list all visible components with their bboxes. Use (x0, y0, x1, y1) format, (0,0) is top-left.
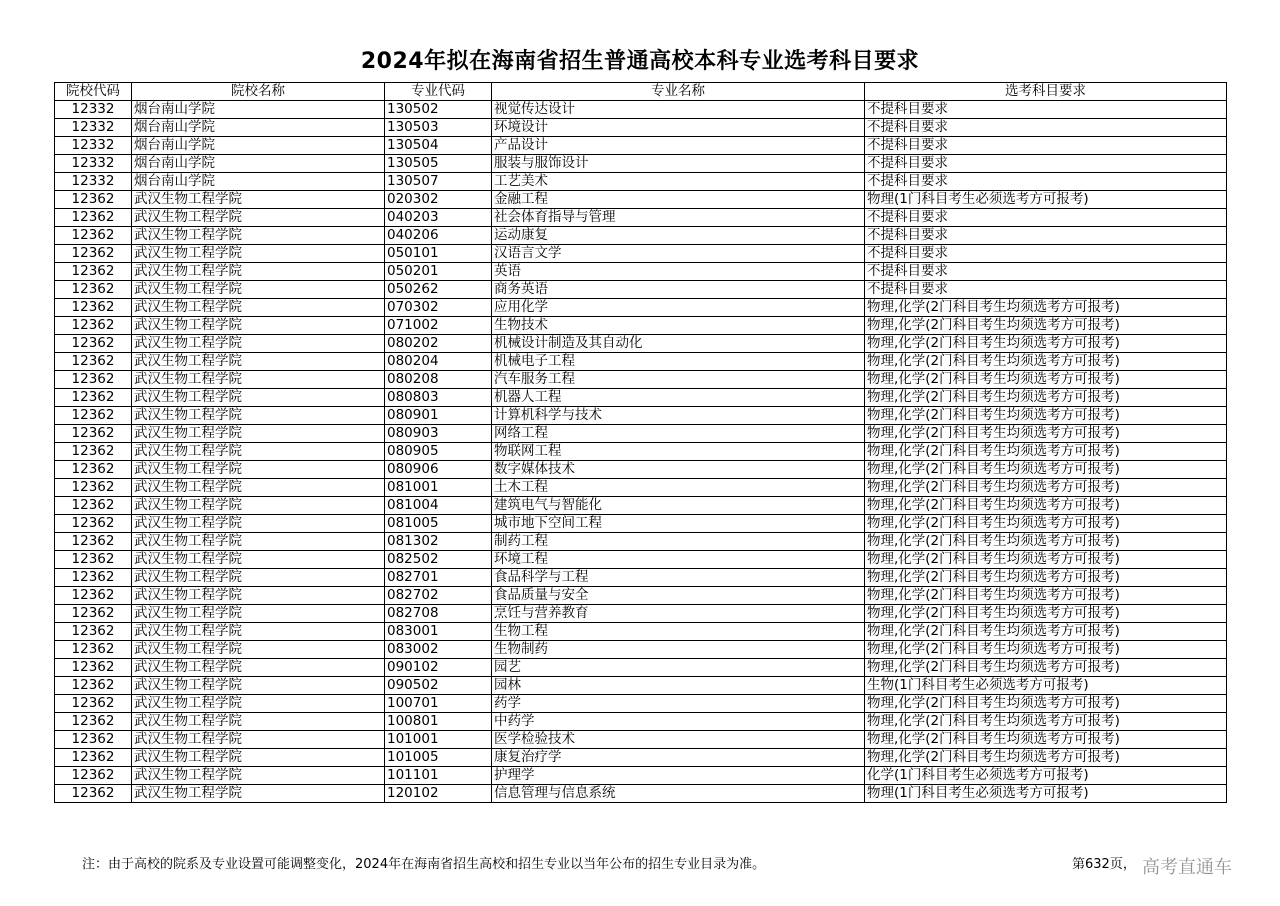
major-code-cell: 130502 (385, 101, 492, 119)
subject-requirement-cell: 物理,化学(2门科目考生均须选考方可报考) (865, 353, 1227, 371)
header-school-code: 院校代码 (55, 83, 132, 101)
school-name-cell: 武汉生物工程学院 (132, 263, 385, 281)
school-code-cell: 12362 (55, 281, 132, 299)
school-code-cell: 12362 (55, 677, 132, 695)
school-code-cell: 12362 (55, 515, 132, 533)
school-code-cell: 12362 (55, 299, 132, 317)
major-code-cell: 080905 (385, 443, 492, 461)
subject-requirement-cell: 物理,化学(2门科目考生均须选考方可报考) (865, 515, 1227, 533)
major-name-cell: 土木工程 (492, 479, 865, 497)
major-code-cell: 071002 (385, 317, 492, 335)
header-major-code: 专业代码 (385, 83, 492, 101)
table-row (55, 317, 1227, 335)
table-row (55, 497, 1227, 515)
subject-requirement-cell: 物理(1门科目考生必须选考方可报考) (865, 785, 1227, 803)
table-row (55, 245, 1227, 263)
school-code-cell: 12362 (55, 227, 132, 245)
school-name-cell: 武汉生物工程学院 (132, 227, 385, 245)
school-code-cell: 12362 (55, 335, 132, 353)
table-row (55, 785, 1227, 803)
table-row (55, 371, 1227, 389)
school-name-cell: 武汉生物工程学院 (132, 497, 385, 515)
major-name-cell: 金融工程 (492, 191, 865, 209)
major-name-cell: 烹饪与营养教育 (492, 605, 865, 623)
school-code-cell: 12362 (55, 389, 132, 407)
school-name-cell: 武汉生物工程学院 (132, 677, 385, 695)
table-row (55, 695, 1227, 713)
major-name-cell: 机械设计制造及其自动化 (492, 335, 865, 353)
major-name-cell: 机械电子工程 (492, 353, 865, 371)
subject-requirement-cell: 物理,化学(2门科目考生均须选考方可报考) (865, 371, 1227, 389)
major-name-cell: 食品科学与工程 (492, 569, 865, 587)
major-name-cell: 产品设计 (492, 137, 865, 155)
major-code-cell: 080204 (385, 353, 492, 371)
major-code-cell: 083001 (385, 623, 492, 641)
major-code-cell: 020302 (385, 191, 492, 209)
school-name-cell: 武汉生物工程学院 (132, 407, 385, 425)
school-name-cell: 武汉生物工程学院 (132, 569, 385, 587)
table-row (55, 605, 1227, 623)
major-name-cell: 护理学 (492, 767, 865, 785)
subject-requirement-cell: 不提科目要求 (865, 281, 1227, 299)
major-name-cell: 医学检验技术 (492, 731, 865, 749)
table-row (55, 623, 1227, 641)
subject-requirement-cell: 物理,化学(2门科目考生均须选考方可报考) (865, 443, 1227, 461)
table-row (55, 137, 1227, 155)
table-row (55, 119, 1227, 137)
subject-requirement-cell: 不提科目要求 (865, 227, 1227, 245)
school-name-cell: 烟台南山学院 (132, 119, 385, 137)
table-row (55, 731, 1227, 749)
major-code-cell: 130504 (385, 137, 492, 155)
subject-requirement-cell: 物理,化学(2门科目考生均须选考方可报考) (865, 461, 1227, 479)
table-row (55, 641, 1227, 659)
subject-requirement-cell: 物理,化学(2门科目考生均须选考方可报考) (865, 407, 1227, 425)
major-name-cell: 机器人工程 (492, 389, 865, 407)
table-row (55, 479, 1227, 497)
school-name-cell: 武汉生物工程学院 (132, 461, 385, 479)
table-row (55, 767, 1227, 785)
major-name-cell: 城市地下空间工程 (492, 515, 865, 533)
school-code-cell: 12362 (55, 587, 132, 605)
major-name-cell: 应用化学 (492, 299, 865, 317)
school-code-cell: 12362 (55, 245, 132, 263)
subject-requirement-cell: 不提科目要求 (865, 155, 1227, 173)
school-name-cell: 烟台南山学院 (132, 101, 385, 119)
requirements-table (54, 82, 1227, 803)
major-name-cell: 环境设计 (492, 119, 865, 137)
school-code-cell: 12362 (55, 659, 132, 677)
school-code-cell: 12362 (55, 731, 132, 749)
major-name-cell: 生物制药 (492, 641, 865, 659)
major-name-cell: 商务英语 (492, 281, 865, 299)
major-name-cell: 建筑电气与智能化 (492, 497, 865, 515)
school-name-cell: 武汉生物工程学院 (132, 533, 385, 551)
major-code-cell: 081001 (385, 479, 492, 497)
subject-requirement-cell: 物理,化学(2门科目考生均须选考方可报考) (865, 479, 1227, 497)
school-name-cell: 武汉生物工程学院 (132, 317, 385, 335)
school-name-cell: 烟台南山学院 (132, 173, 385, 191)
school-name-cell: 武汉生物工程学院 (132, 659, 385, 677)
table-row (55, 443, 1227, 461)
school-code-cell: 12362 (55, 263, 132, 281)
school-code-cell: 12362 (55, 713, 132, 731)
major-code-cell: 101005 (385, 749, 492, 767)
school-name-cell: 武汉生物工程学院 (132, 281, 385, 299)
major-code-cell: 050101 (385, 245, 492, 263)
table-row (55, 587, 1227, 605)
subject-requirement-cell: 物理,化学(2门科目考生均须选考方可报考) (865, 659, 1227, 677)
major-name-cell: 英语 (492, 263, 865, 281)
school-name-cell: 武汉生物工程学院 (132, 299, 385, 317)
major-code-cell: 100701 (385, 695, 492, 713)
table-row (55, 173, 1227, 191)
major-code-cell: 081302 (385, 533, 492, 551)
school-name-cell: 武汉生物工程学院 (132, 785, 385, 803)
major-code-cell: 070302 (385, 299, 492, 317)
major-code-cell: 081005 (385, 515, 492, 533)
major-code-cell: 080906 (385, 461, 492, 479)
footer-note: 注：由于高校的院系及专业设置可能调整变化，2024年在海南省招生高校和招生专业以当年公布的招生专业目录为准。 (82, 857, 766, 872)
major-name-cell: 康复治疗学 (492, 749, 865, 767)
page-title: 2024年拟在海南省招生普通高校本科专业选考科目要求 (360, 49, 920, 74)
major-name-cell: 工艺美术 (492, 173, 865, 191)
subject-requirement-cell: 生物(1门科目考生必须选考方可报考) (865, 677, 1227, 695)
table-row (55, 659, 1227, 677)
table-row (55, 713, 1227, 731)
subject-requirement-cell: 物理,化学(2门科目考生均须选考方可报考) (865, 641, 1227, 659)
subject-requirement-cell: 物理,化学(2门科目考生均须选考方可报考) (865, 389, 1227, 407)
major-code-cell: 100801 (385, 713, 492, 731)
subject-requirement-cell: 不提科目要求 (865, 101, 1227, 119)
school-name-cell: 武汉生物工程学院 (132, 209, 385, 227)
table-row (55, 353, 1227, 371)
major-name-cell: 园林 (492, 677, 865, 695)
school-name-cell: 武汉生物工程学院 (132, 767, 385, 785)
school-name-cell: 武汉生物工程学院 (132, 443, 385, 461)
school-name-cell: 武汉生物工程学院 (132, 605, 385, 623)
subject-requirement-cell: 物理,化学(2门科目考生均须选考方可报考) (865, 713, 1227, 731)
school-code-cell: 12362 (55, 641, 132, 659)
school-name-cell: 武汉生物工程学院 (132, 389, 385, 407)
major-name-cell: 生物工程 (492, 623, 865, 641)
table-row (55, 461, 1227, 479)
subject-requirement-cell: 物理,化学(2门科目考生均须选考方可报考) (865, 317, 1227, 335)
major-name-cell: 网络工程 (492, 425, 865, 443)
school-name-cell: 武汉生物工程学院 (132, 695, 385, 713)
major-code-cell: 080903 (385, 425, 492, 443)
subject-requirement-cell: 物理,化学(2门科目考生均须选考方可报考) (865, 299, 1227, 317)
major-code-cell: 040203 (385, 209, 492, 227)
school-code-cell: 12362 (55, 767, 132, 785)
school-name-cell: 烟台南山学院 (132, 155, 385, 173)
major-code-cell: 040206 (385, 227, 492, 245)
school-name-cell: 武汉生物工程学院 (132, 245, 385, 263)
major-name-cell: 药学 (492, 695, 865, 713)
subject-requirement-cell: 物理,化学(2门科目考生均须选考方可报考) (865, 731, 1227, 749)
school-name-cell: 武汉生物工程学院 (132, 335, 385, 353)
major-code-cell: 082502 (385, 551, 492, 569)
subject-requirement-cell: 物理,化学(2门科目考生均须选考方可报考) (865, 569, 1227, 587)
school-code-cell: 12332 (55, 137, 132, 155)
major-code-cell: 130505 (385, 155, 492, 173)
major-name-cell: 服装与服饰设计 (492, 155, 865, 173)
school-code-cell: 12332 (55, 173, 132, 191)
major-name-cell: 生物技术 (492, 317, 865, 335)
subject-requirement-cell: 不提科目要求 (865, 119, 1227, 137)
table-header-row (55, 83, 1227, 101)
school-code-cell: 12362 (55, 371, 132, 389)
major-name-cell: 社会体育指导与管理 (492, 209, 865, 227)
school-code-cell: 12332 (55, 155, 132, 173)
school-code-cell: 12362 (55, 569, 132, 587)
major-code-cell: 050201 (385, 263, 492, 281)
school-code-cell: 12362 (55, 785, 132, 803)
subject-requirement-cell: 物理(1门科目考生必须选考方可报考) (865, 191, 1227, 209)
school-code-cell: 12362 (55, 443, 132, 461)
school-code-cell: 12362 (55, 425, 132, 443)
school-name-cell: 武汉生物工程学院 (132, 353, 385, 371)
school-name-cell: 武汉生物工程学院 (132, 479, 385, 497)
school-name-cell: 武汉生物工程学院 (132, 623, 385, 641)
school-name-cell: 武汉生物工程学院 (132, 191, 385, 209)
major-name-cell: 信息管理与信息系统 (492, 785, 865, 803)
subject-requirement-cell: 物理,化学(2门科目考生均须选考方可报考) (865, 749, 1227, 767)
table-row (55, 569, 1227, 587)
table-row (55, 551, 1227, 569)
major-name-cell: 中药学 (492, 713, 865, 731)
school-name-cell: 武汉生物工程学院 (132, 749, 385, 767)
subject-requirement-cell: 物理,化学(2门科目考生均须选考方可报考) (865, 623, 1227, 641)
table-row (55, 227, 1227, 245)
header-major-name: 专业名称 (492, 83, 865, 101)
major-name-cell: 汉语言文学 (492, 245, 865, 263)
major-code-cell: 080803 (385, 389, 492, 407)
school-code-cell: 12362 (55, 353, 132, 371)
table-row (55, 407, 1227, 425)
school-name-cell: 武汉生物工程学院 (132, 551, 385, 569)
school-code-cell: 12362 (55, 479, 132, 497)
table-row (55, 155, 1227, 173)
school-code-cell: 12362 (55, 461, 132, 479)
school-code-cell: 12332 (55, 119, 132, 137)
table-row (55, 749, 1227, 767)
school-code-cell: 12362 (55, 605, 132, 623)
watermark: 高考直通车 (1142, 857, 1232, 878)
school-name-cell: 武汉生物工程学院 (132, 425, 385, 443)
table-row (55, 209, 1227, 227)
major-name-cell: 运动康复 (492, 227, 865, 245)
school-name-cell: 武汉生物工程学院 (132, 713, 385, 731)
school-code-cell: 12362 (55, 407, 132, 425)
major-name-cell: 视觉传达设计 (492, 101, 865, 119)
school-name-cell: 武汉生物工程学院 (132, 587, 385, 605)
table-row (55, 191, 1227, 209)
major-code-cell: 101001 (385, 731, 492, 749)
table-row (55, 515, 1227, 533)
major-code-cell: 090502 (385, 677, 492, 695)
major-name-cell: 汽车服务工程 (492, 371, 865, 389)
page-number: 第632页， (1072, 857, 1136, 872)
school-name-cell: 武汉生物工程学院 (132, 641, 385, 659)
school-name-cell: 武汉生物工程学院 (132, 515, 385, 533)
subject-requirement-cell: 不提科目要求 (865, 137, 1227, 155)
major-code-cell: 080202 (385, 335, 492, 353)
major-code-cell: 120102 (385, 785, 492, 803)
major-code-cell: 090102 (385, 659, 492, 677)
major-code-cell: 130507 (385, 173, 492, 191)
major-name-cell: 数字媒体技术 (492, 461, 865, 479)
subject-requirement-cell: 物理,化学(2门科目考生均须选考方可报考) (865, 425, 1227, 443)
subject-requirement-cell: 不提科目要求 (865, 173, 1227, 191)
major-code-cell: 081004 (385, 497, 492, 515)
school-code-cell: 12362 (55, 191, 132, 209)
major-name-cell: 计算机科学与技术 (492, 407, 865, 425)
major-name-cell: 制药工程 (492, 533, 865, 551)
major-code-cell: 130503 (385, 119, 492, 137)
table-row (55, 281, 1227, 299)
major-name-cell: 物联网工程 (492, 443, 865, 461)
school-code-cell: 12362 (55, 497, 132, 515)
major-code-cell: 082701 (385, 569, 492, 587)
table-row (55, 263, 1227, 281)
major-code-cell: 080208 (385, 371, 492, 389)
subject-requirement-cell: 物理,化学(2门科目考生均须选考方可报考) (865, 497, 1227, 515)
school-code-cell: 12332 (55, 101, 132, 119)
major-code-cell: 080901 (385, 407, 492, 425)
school-name-cell: 武汉生物工程学院 (132, 371, 385, 389)
subject-requirement-cell: 不提科目要求 (865, 263, 1227, 281)
table-row (55, 335, 1227, 353)
table-row (55, 425, 1227, 443)
subject-requirement-cell: 物理,化学(2门科目考生均须选考方可报考) (865, 587, 1227, 605)
table-row (55, 533, 1227, 551)
major-name-cell: 环境工程 (492, 551, 865, 569)
school-code-cell: 12362 (55, 749, 132, 767)
school-code-cell: 12362 (55, 317, 132, 335)
major-code-cell: 101101 (385, 767, 492, 785)
school-code-cell: 12362 (55, 695, 132, 713)
table-row (55, 299, 1227, 317)
school-name-cell: 武汉生物工程学院 (132, 731, 385, 749)
subject-requirement-cell: 物理,化学(2门科目考生均须选考方可报考) (865, 533, 1227, 551)
major-name-cell: 食品质量与安全 (492, 587, 865, 605)
school-code-cell: 12362 (55, 623, 132, 641)
table-row (55, 389, 1227, 407)
subject-requirement-cell: 化学(1门科目考生必须选考方可报考) (865, 767, 1227, 785)
subject-requirement-cell: 物理,化学(2门科目考生均须选考方可报考) (865, 695, 1227, 713)
table-row (55, 677, 1227, 695)
table-row (55, 101, 1227, 119)
subject-requirement-cell: 物理,化学(2门科目考生均须选考方可报考) (865, 551, 1227, 569)
subject-requirement-cell: 不提科目要求 (865, 245, 1227, 263)
subject-requirement-cell: 物理,化学(2门科目考生均须选考方可报考) (865, 605, 1227, 623)
major-name-cell: 园艺 (492, 659, 865, 677)
school-code-cell: 12362 (55, 551, 132, 569)
school-name-cell: 烟台南山学院 (132, 137, 385, 155)
major-code-cell: 082702 (385, 587, 492, 605)
school-code-cell: 12362 (55, 533, 132, 551)
major-code-cell: 050262 (385, 281, 492, 299)
major-code-cell: 082708 (385, 605, 492, 623)
subject-requirement-cell: 不提科目要求 (865, 209, 1227, 227)
table-body (55, 101, 1227, 803)
subject-requirement-cell: 物理,化学(2门科目考生均须选考方可报考) (865, 335, 1227, 353)
header-subject-requirement: 选考科目要求 (865, 83, 1227, 101)
school-code-cell: 12362 (55, 209, 132, 227)
major-code-cell: 083002 (385, 641, 492, 659)
header-school-name: 院校名称 (132, 83, 385, 101)
